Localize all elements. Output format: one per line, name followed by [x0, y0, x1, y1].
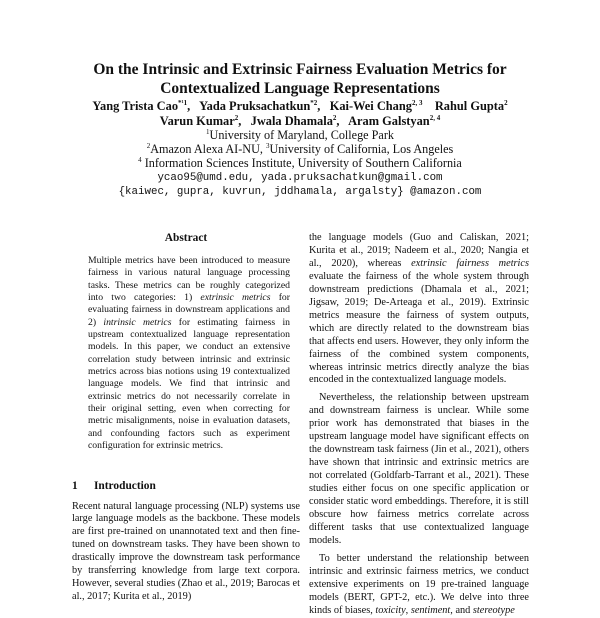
body-text: , and — [450, 604, 473, 616]
author-name: Rahul Gupta — [434, 99, 505, 113]
affil-marker: 2 — [146, 141, 151, 150]
author-affil-marker: 2, 4 — [429, 113, 441, 122]
author-name: Yada Pruksachatkun — [199, 99, 311, 113]
affil-text: Information Sciences Institute, University of Southern California — [141, 156, 462, 170]
email-line-1: ycao95@umd.edu, yada.pruksachatkun@gmail.com — [157, 172, 443, 184]
author-affil-marker: 2 — [504, 98, 508, 107]
affil-text: University of California, Los Angeles — [269, 142, 454, 156]
abstract-emphasis: intrinsic metrics — [103, 316, 172, 328]
author-name: Aram Galstyan — [348, 114, 430, 128]
authors-line-2: Varun Kumar$^2$, Jwala Dhamala$^2$, Aram Galstyan$^{2, 4}$ — [159, 113, 441, 128]
affil-marker: 1 — [206, 127, 210, 136]
abstract-emphasis: extrinsic metrics — [200, 292, 271, 304]
title-line-2: Contextualized Language Representations — [160, 80, 440, 97]
body-paragraph: Nevertheless, the relationship between upstream and downstream fairness is unclear. While some prior work has demonstrated that biases in the upstream language model have significant effects on the downstream task fairness (Jin et al., 2021), others have shown that intrinsic and extrinsic metrics are not correlated (Goldfarb-Tarrant et al., 2021). These studies either focus on one specific application or consider static word embeddings. Therefore, it is still obscure how fairness metrics correlate across different tasks that use contextualized language models. — [309, 392, 529, 546]
author-name: Kai-Wei Chang — [329, 99, 412, 113]
author-name: Varun Kumar — [159, 114, 235, 128]
title-line-1: On the Intrinsic and Extrinsic Fairness Evaluation Metrics for — [93, 61, 507, 78]
left-column — [72, 231, 300, 604]
author-affil-marker: 2 — [234, 113, 239, 122]
affiliation-3 — [30, 156, 570, 171]
author-affil-marker: 2 — [332, 113, 337, 122]
right-column — [309, 232, 529, 618]
authors-line-1: Yang Trista Cao$^{*^11}$, Yada Pruksachatkun$^{*2}$, Kai-Wei Chang$^{2, 3}$ Rahul Gupta$^2$ — [92, 98, 508, 113]
affil-text: Amazon Alexa AI-NU, — [150, 142, 263, 156]
section-title: Introduction — [94, 479, 156, 492]
abstract-text: for estimating fairness in upstream contextualized language representation models. In this paper, we conduct an extensive correlation study between intrinsic and extrinsic metrics across bias notions using 19 contextualized language models. We find that intrinsic and extrinsic metrics do not necessarily correlate in their original setting, even when correcting for metric misalignments, noise in evaluation datasets, and confounding factors such as experiment configuration for extrinsic metrics. — [88, 316, 290, 452]
author-affil-marker: *¹1 — [178, 98, 188, 107]
intro-paragraph: Recent natural language processing (NLP) systems use large language models as the backbone. These models are first pre-trained on unannotated text and then fine-tuned on downstream tasks. They have been shown to drastically improve the downstream task performance by transferring knowledge from large text corpora. However, several studies (Zhao et al., 2019; Barocas et al., 2017; Kurita et al., 2019) — [72, 500, 300, 603]
affil-marker: 3 — [265, 141, 270, 150]
body-paragraph — [309, 553, 529, 618]
author-affil-marker: 2, 3 — [411, 98, 423, 107]
affil-marker: 4 — [138, 155, 142, 164]
email-line-2: {kaiwec, gupra, kuvrun, jddhamala, argalsty} @amazon.com — [118, 186, 482, 198]
paper-title — [40, 60, 560, 98]
section-number: 1 — [72, 479, 78, 492]
body-text: To better understand the relationship between intrinsic and extrinsic fairness metrics, we conduct extensive experiments on 19 pre-trained language models (BERT, GPT-2, etc.). We delve into three kinds of biases, — [309, 552, 529, 616]
body-emphasis: toxicity — [375, 604, 406, 616]
abstract-heading: Abstract — [164, 232, 208, 244]
body-text: evaluate the fairness of the whole system through downstream predictions (Dhamala et al., 2021; Jigsaw, 2019; De-Arteaga et al., 2019). Extrinsic metrics measure the fairness of system outputs, which are directly related to the downstream bias that affects end users. However, they only inform the fairness of the combined system components, whereas intrinsic metrics directly analyze the bias encoded in the contextualized language models. — [309, 270, 529, 386]
body-text: , — [405, 604, 411, 616]
body-emphasis: stereotype — [472, 604, 515, 616]
abstract-text: for evaluating fairness in downstream applications and 2) — [88, 292, 290, 328]
author-affil-marker: *2 — [310, 98, 318, 107]
author-name: Yang Trista Cao — [92, 99, 179, 113]
affil-text: University of Maryland, College Park — [209, 128, 394, 142]
section-heading-introduction — [72, 479, 300, 493]
body-text: the language models (Guo and Caliskan, 2021; Kurita et al., 2019; Nadeem et al., 2020; Nangia et al., 2020), whereas — [309, 232, 529, 269]
abstract-body — [88, 255, 290, 453]
affiliation-2 — [30, 142, 570, 157]
body-paragraph — [309, 232, 529, 387]
author-name: Jwala Dhamala — [250, 114, 333, 128]
abstract-text: Multiple metrics have been introduced to measure fairness in various natural language processing tasks. These metrics can be roughly categorized into two categories: 1) — [88, 255, 290, 304]
body-emphasis: sentiment — [410, 604, 451, 616]
affiliation-1 — [30, 128, 570, 143]
body-emphasis: extrinsic fairness metrics — [411, 257, 529, 269]
